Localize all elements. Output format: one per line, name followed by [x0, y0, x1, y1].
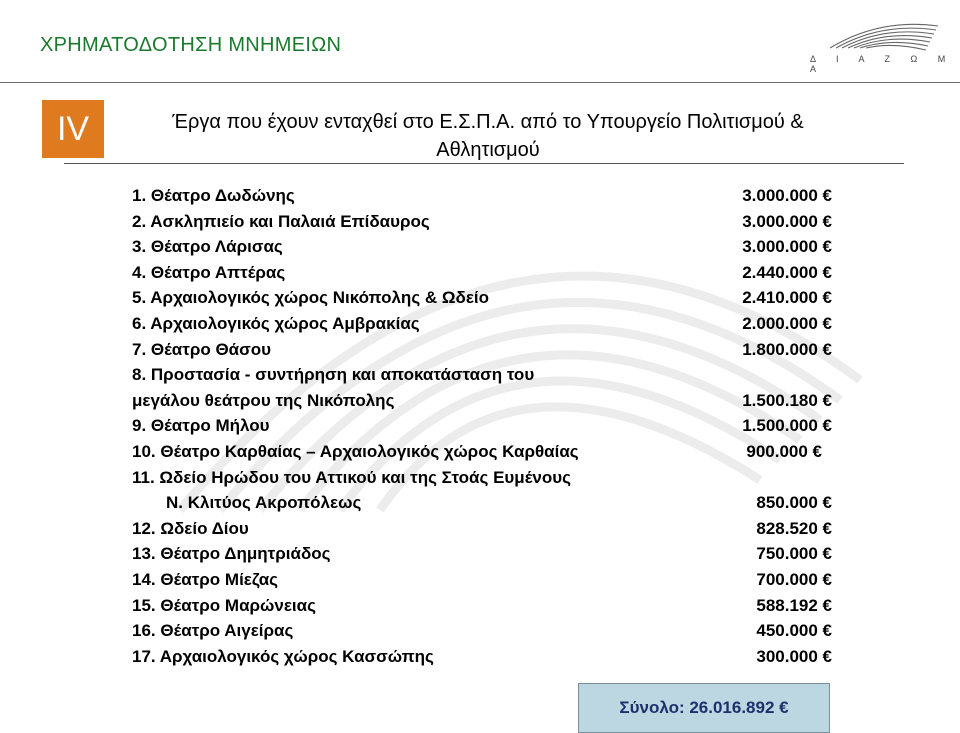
item-amount: 700.000 € [756, 569, 832, 589]
header-title: ΧΡΗΜΑΤΟΔΟΤΗΣΗ ΜΝΗΜΕΙΩΝ [40, 34, 342, 56]
item-name: 8. Προστασία - συντήρηση και αποκατάσταση του [132, 365, 535, 385]
item-name: 7. Θέατρο Θάσου [132, 339, 272, 359]
section-divider [64, 163, 904, 164]
list-item [132, 311, 832, 337]
list-item [132, 285, 832, 311]
funding-list [132, 183, 832, 669]
item-amount: 2.410.000 € [742, 288, 832, 308]
item-amount: 2.440.000 € [742, 262, 832, 282]
list-item [132, 567, 832, 593]
item-name: 1. Θέατρο Δωδώνης [132, 186, 295, 205]
item-name: μεγάλου θεάτρου της Νικόπολης [132, 390, 395, 410]
section-title [100, 108, 876, 164]
list-item [132, 465, 832, 491]
total-label: Σύνολο: 26.016.892 € [619, 698, 789, 717]
item-name: 13. Θέατρο Δημητριάδος [132, 544, 331, 564]
list-item [132, 183, 832, 209]
item-amount: 588.192 € [756, 595, 832, 615]
list-item [132, 260, 832, 286]
item-name: 11. Ωδείο Ηρώδου του Αττικού και της Στοάς Ευμένους [132, 467, 571, 487]
item-name: 14. Θέατρο Μίεζας [132, 569, 279, 589]
item-amount: 2.000.000 € [742, 313, 832, 333]
list-item [132, 234, 832, 260]
section-title-line2: Αθλητισμού [436, 139, 540, 161]
item-name: Ν. Κλιτύος Ακροπόλεως [166, 493, 362, 513]
logo-text: Δ Ι Α Ζ Ω Μ Α [810, 54, 955, 74]
item-amount: 1.500.180 € [742, 390, 832, 410]
item-name: 4. Θέατρο Απτέρας [132, 262, 286, 282]
total-box [578, 683, 830, 733]
list-item [132, 362, 832, 388]
item-name: 16. Θέατρο Αιγείρας [132, 621, 294, 641]
item-amount: 828.520 € [756, 518, 832, 538]
section-title-line1: Έργα που έχουν ενταχθεί στο Ε.Σ.Π.Α. από το Υπουργείο Πολιτισμού & [172, 111, 804, 133]
item-amount: 300.000 € [756, 646, 832, 666]
item-name: 5. Αρχαιολογικός χώρος Νικόπολης & Ωδείο [132, 288, 489, 308]
item-name: 2. Ασκληπιείο και Παλαιά Επίδαυρος [132, 211, 430, 231]
item-amount: 450.000 € [756, 621, 832, 641]
item-name: 9. Θέατρο Μήλου [132, 416, 270, 436]
item-amount: 3.000.000 € [742, 211, 832, 231]
list-item [132, 439, 832, 465]
item-amount: 750.000 € [756, 544, 832, 564]
list-item [132, 337, 832, 363]
item-amount: 900.000 € [746, 441, 822, 461]
list-item [132, 388, 832, 414]
list-item [132, 541, 832, 567]
header-divider [0, 82, 960, 83]
item-name: 15. Θέατρο Μαρώνειας [132, 595, 316, 615]
item-amount: 3.000.000 € [742, 186, 832, 205]
list-item [132, 413, 832, 439]
list-item [132, 644, 832, 670]
list-item [132, 209, 832, 235]
item-amount: 3.000.000 € [742, 237, 832, 257]
section-badge: IV [42, 100, 104, 158]
item-name: 10. Θέατρο Καρθαίας – Αρχαιολογικός χώρος Καρθαίας [132, 441, 579, 461]
item-amount: 1.800.000 € [742, 339, 832, 359]
list-item [132, 618, 832, 644]
item-name: 12. Ωδείο Δίου [132, 518, 249, 538]
item-name: 6. Αρχαιολογικός χώρος Αμβρακίας [132, 313, 420, 333]
item-name: 17. Αρχαιολογικός χώρος Κασσώπης [132, 646, 434, 666]
item-amount: 1.500.000 € [742, 416, 832, 436]
list-item [132, 516, 832, 542]
item-amount: 850.000 € [756, 493, 832, 513]
list-item [132, 593, 832, 619]
item-name: 3. Θέατρο Λάρισας [132, 237, 283, 257]
list-item [132, 490, 832, 516]
